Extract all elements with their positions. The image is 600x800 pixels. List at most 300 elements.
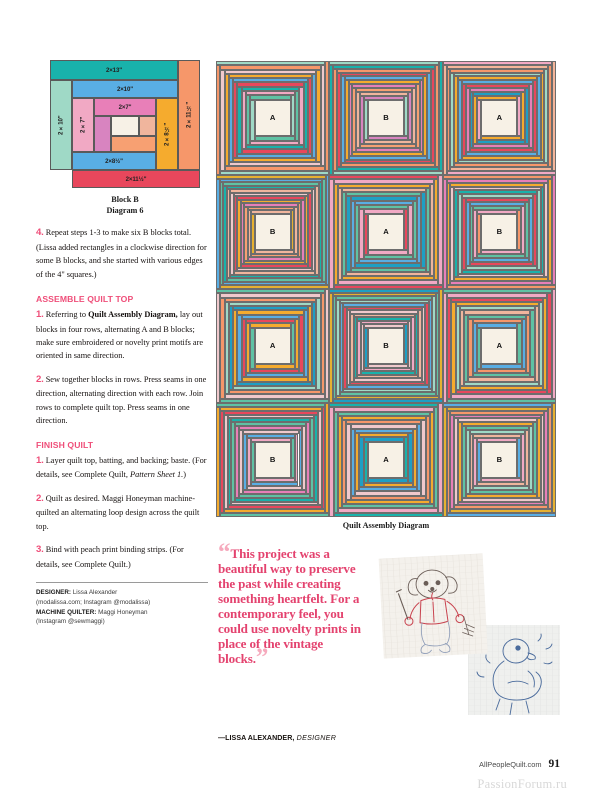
quilt-strip [548, 407, 552, 509]
quilt-strip [347, 385, 429, 389]
quilt-strip [473, 373, 531, 377]
quilt-strip [432, 296, 436, 392]
quilt-strip [458, 274, 544, 278]
quilt-strip [517, 210, 521, 251]
quilt-strip [533, 80, 537, 152]
quilt-strip [316, 70, 320, 163]
quilt-strip [231, 502, 317, 506]
quilt-strip [477, 254, 525, 258]
footer-site: AllPeopleQuilt.com [479, 760, 542, 769]
quilt-strip [537, 418, 541, 497]
quilt-strip [242, 377, 308, 381]
pull-quote-text: This project was a beautiful way to preserve the past while creating something heartfelt. For a contemporary feel, you could use novelty prints in place of the vintage blocks. [218, 546, 361, 666]
block-b-strip [111, 136, 156, 152]
assemble-step-1-pre: Referring to [45, 309, 89, 319]
quilt-strip [291, 323, 295, 364]
quilt-strip [431, 69, 435, 164]
quilt-strip [355, 263, 421, 267]
quilt-strip [235, 498, 314, 502]
quilt-strip [357, 375, 418, 379]
quilt-strip [229, 162, 321, 166]
quilt-block-center: B [481, 442, 517, 479]
quilt-strip [473, 486, 529, 490]
block-b-strip: 2×13" [50, 60, 178, 80]
quilt-strip [517, 323, 521, 364]
quilt-strip [481, 136, 521, 140]
quilt-strip [462, 270, 541, 274]
quilt-strip [299, 87, 303, 145]
quilt-strip [454, 277, 548, 281]
quilt-strip [224, 509, 326, 513]
block-b-strip: 2×8½" [156, 98, 178, 170]
quilt-strip [454, 163, 548, 167]
quilt-strip [435, 65, 439, 167]
quilt-strip [359, 487, 417, 491]
finish-quilt-heading: FINISH QUILT [36, 439, 94, 450]
page-footer [479, 758, 560, 770]
step-4-text: Repeat steps 1-3 to make six B blocks total. (Lissa added rectangles in a clockwise direction for some B blocks, and she started with various edges of the 4" squares.) [36, 228, 207, 279]
quilt-strip [298, 203, 302, 257]
quilt-assembly-diagram-ref: Quilt Assembly Diagram, [88, 309, 178, 319]
finish-step-1-paragraph [36, 453, 208, 482]
quilt-strip [430, 412, 434, 505]
quilt-strip [552, 403, 556, 513]
quilt-strip [368, 136, 408, 140]
quilt-strip [338, 508, 438, 512]
quilt-strip [470, 490, 533, 494]
quilt-strip [470, 262, 533, 266]
block-b-strip: 2×11½" [178, 60, 200, 170]
finish-step-3-text: Bind with peach print binding strips. (For details, see Complete Quilt.) [36, 545, 184, 569]
quilt-strip [248, 257, 302, 261]
quilt-strip [421, 192, 425, 267]
quilt-strip [517, 438, 521, 479]
quilt-strip [233, 158, 316, 162]
designer-contact: (modalissa.com; Instagram @modalissa) [36, 598, 151, 606]
quilt-strip [360, 144, 416, 148]
quilt-block [329, 175, 442, 289]
quilt-strip [481, 364, 522, 368]
finish-step-3-paragraph [36, 542, 208, 571]
quilt-strip [548, 65, 552, 167]
finish-step-2-number: 2. [36, 492, 44, 504]
quilt-block-center: A [481, 328, 517, 365]
quilt-strip [477, 482, 525, 486]
quilt-strip [525, 202, 529, 258]
block-b-strip: 2×10" [50, 80, 72, 170]
quilt-strip [364, 255, 413, 259]
quilt-block [329, 403, 442, 517]
credits-divider [36, 582, 208, 583]
quilt-strip [416, 84, 420, 148]
designer-name: Lissa Alexander [71, 589, 118, 596]
quilt-strip [244, 261, 305, 265]
quilt-strip [521, 206, 525, 254]
finish-step-3-number: 3. [36, 544, 44, 556]
quilt-strip [350, 382, 425, 386]
quilt-strip [423, 76, 427, 155]
quilt-strip [481, 250, 521, 254]
quilt-strip [425, 303, 429, 385]
assemble-step-1-paragraph [36, 307, 208, 363]
quilt-strip [413, 429, 417, 487]
quilt-strip [346, 500, 429, 504]
quilt-strip [295, 91, 299, 141]
quilt-strip [539, 302, 543, 386]
quilter-label: MACHINE QUILTER: [36, 608, 97, 616]
quilt-strip [250, 369, 299, 373]
quilt-strip [306, 422, 310, 494]
quilt-strip [417, 424, 421, 491]
quilt-strip [230, 275, 319, 279]
quilt-strip [529, 84, 533, 148]
quilt-strip [426, 188, 430, 272]
quilt-strip [458, 160, 544, 164]
quilt-strip [291, 95, 295, 136]
quilt-strip [450, 281, 552, 285]
quilt-strip [321, 293, 325, 394]
quilt-strip [308, 78, 312, 153]
quilt-strip [239, 494, 310, 498]
quilt-strip [533, 194, 537, 266]
quilt-block-center: B [255, 442, 291, 479]
block-b-diagram [50, 60, 200, 188]
quilt-strip [225, 166, 325, 170]
embroidered-blocks-photo [378, 543, 560, 715]
quilt-strip [544, 183, 548, 278]
assemble-step-2-paragraph [36, 372, 208, 428]
quilt-strip [305, 196, 309, 264]
quilt-strip [310, 418, 314, 497]
quilt-strip [247, 486, 303, 490]
quilt-block [443, 403, 556, 517]
quilt-strip [541, 187, 545, 274]
quilt-strip [537, 76, 541, 155]
quilt-strip [529, 198, 533, 262]
quilt-strip [251, 482, 299, 486]
quilt-strip [526, 315, 530, 373]
quilt-strip [237, 268, 312, 272]
assemble-step-2-number: 2. [36, 373, 44, 385]
quilt-strip [454, 505, 548, 509]
quilt-strip [308, 306, 312, 381]
quilt-strip [352, 152, 423, 156]
quilt-block-center: B [368, 100, 404, 137]
quilt-strip [312, 74, 316, 158]
quilt-strip [308, 193, 312, 268]
quilt-strip [343, 389, 432, 393]
quilt-strip [346, 272, 429, 276]
quilt-assembly-diagram-caption: Quilt Assembly Diagram [342, 521, 430, 530]
block-b-strip: 2×10" [72, 80, 178, 98]
quilt-strip [456, 390, 548, 394]
finish-step-1-pre: Layer quilt top, batting, and backing; baste. (For details, see Complete Quilt, [36, 455, 207, 480]
quilt-strip [368, 250, 409, 254]
block-b-caption [50, 194, 200, 216]
quilt-strip [316, 298, 320, 391]
quilt-strip [229, 390, 321, 394]
quilt-strip [417, 196, 421, 263]
quilt-strip [294, 207, 298, 254]
quilt-strip [225, 394, 325, 398]
quilt-strip [364, 368, 411, 372]
assemble-quilt-top-heading: ASSEMBLE QUILT TOP [36, 293, 134, 304]
quilt-block [216, 403, 329, 517]
quilt-strip [525, 88, 529, 144]
quilt-strip [295, 434, 299, 482]
quilt-strip [552, 61, 556, 171]
designer-line [36, 588, 208, 598]
photo-svg [378, 543, 560, 715]
quilter-name: Maggi Honeyman [96, 608, 148, 616]
quilt-strip [255, 250, 295, 254]
quilt-strip [361, 371, 415, 375]
finish-step-2-text: Quilt as desired. Maggi Honeyman machine-quilted an alternating loop design across the quilt top. [36, 493, 200, 531]
quilt-strip [318, 411, 322, 506]
quilt-strip [312, 302, 316, 386]
quilt-assembly-diagram [216, 61, 556, 517]
quilt-strip [408, 321, 412, 368]
quilt-strip [246, 145, 304, 149]
quilt-strip [537, 190, 541, 269]
quilt-strip [321, 65, 325, 166]
quilt-strip [418, 310, 422, 378]
quilt-strip [319, 182, 323, 278]
assemble-step-1-post: lay out blocks in four rows, alternating A and B blocks; make sure embroidered or novelty print motifs are oriented in same direction. [36, 309, 204, 361]
quilt-strip [450, 509, 552, 513]
quilt-strip [243, 490, 306, 494]
quote-close-mark: ” [255, 643, 268, 671]
quilt-strip [251, 254, 298, 258]
quilt-strip [521, 434, 525, 482]
quilt-strip [404, 96, 408, 137]
block-b-strip: 2×7" [72, 98, 94, 152]
quilt-strip [468, 377, 534, 381]
quilt-strip [547, 293, 551, 394]
quilt-strip [255, 478, 295, 482]
quilt-strip [451, 394, 551, 398]
quilt-strip [530, 310, 534, 377]
step-4-paragraph [36, 225, 208, 281]
quilt-strip [304, 82, 308, 149]
quilt-strip [364, 140, 412, 144]
quilt-strip [223, 282, 326, 286]
quilt-strip [543, 298, 547, 391]
quilt-strip [250, 141, 299, 145]
quilt-strip [481, 478, 521, 482]
quilt-strip [355, 491, 421, 495]
quilt-strip [477, 140, 525, 144]
block-b-strip [139, 116, 156, 136]
quilt-strip [255, 364, 296, 368]
quilt-strip [364, 483, 413, 487]
attribution-role: DESIGNER [294, 734, 337, 742]
watermark: PassionForum.ru [477, 777, 567, 791]
quilt-strip [234, 271, 316, 275]
quilt-block-center: A [368, 442, 404, 479]
quilt-strip [447, 513, 556, 517]
quilt-block-center: B [255, 214, 291, 251]
attribution-name: —LISSA ALEXANDER, [218, 734, 295, 742]
quilt-strip [544, 69, 548, 164]
quilt-strip [301, 200, 305, 261]
assemble-step-1-number: 1. [36, 308, 44, 320]
finish-step-1-post: ) [183, 470, 187, 480]
quilt-strip [548, 179, 552, 281]
pull-quote-attribution [218, 734, 408, 742]
quilt-block [443, 175, 556, 289]
quote-open-mark: “ [218, 539, 230, 566]
block-b-strip: 2×8½" [72, 152, 156, 170]
quilt-strip [246, 373, 304, 377]
quilt-strip [315, 186, 319, 275]
quilt-strip [359, 259, 417, 263]
quilt-block-center: A [368, 214, 404, 251]
quilt-strip [404, 324, 408, 364]
quilt-strip [233, 386, 316, 390]
quilt-strip [291, 438, 295, 479]
quilt-strip [304, 310, 308, 377]
quilt-block-center: A [481, 100, 517, 137]
quilt-strip [255, 136, 296, 140]
quilt-strip [356, 148, 419, 152]
quilt-strip [404, 209, 408, 250]
quilt-strip [413, 201, 417, 259]
quilt-strip [242, 149, 308, 153]
left-text-column [36, 60, 208, 627]
quilt-strip [415, 314, 419, 375]
quilt-strip [473, 258, 529, 262]
quilt-strip [460, 386, 543, 390]
quilt-block [443, 289, 556, 403]
quilt-strip [334, 513, 443, 517]
quilt-strip [299, 315, 303, 373]
assemble-step-2-text: Sew together blocks in rows. Press seams in one direction, alternating direction with each row. Join rows to complete quilt top. Press seams in one direction. [36, 374, 207, 426]
quilt-strip [470, 148, 533, 152]
quilt-strip [430, 184, 434, 277]
quilt-strip [544, 411, 548, 506]
quilt-strip [436, 293, 440, 396]
quilt-strip [412, 88, 416, 144]
quilt-strip [541, 73, 545, 160]
quilt-strip [462, 156, 541, 160]
quilt-strip [340, 392, 436, 396]
quilt-strip [220, 513, 329, 517]
quilt-block-center: A [255, 328, 291, 365]
quilter-line [36, 608, 208, 618]
quilt-strip [295, 319, 299, 369]
quilt-strip [351, 268, 426, 272]
quilt-strip [541, 415, 545, 502]
quilt-strip [408, 92, 412, 140]
quilt-strip [408, 205, 412, 255]
quilt-strip [349, 156, 428, 160]
quilt-strip [473, 144, 529, 148]
quilt-strip [408, 433, 412, 483]
quilt-strip [299, 430, 303, 486]
quilt-block-center: B [481, 214, 517, 251]
quilt-strip [237, 154, 312, 158]
block-b-strip [94, 116, 111, 152]
quilt-strip [533, 422, 537, 494]
pattern-sheet-ref: Pattern Sheet 1. [130, 470, 184, 480]
block-b-strip: 2×7" [94, 98, 156, 116]
quilt-strip [241, 264, 309, 268]
dog-block [379, 553, 488, 658]
quilt-strip [535, 306, 539, 381]
quilt-strip [368, 478, 409, 482]
quilt-strip [466, 152, 537, 156]
finish-step-2-paragraph [36, 491, 208, 533]
quilt-strip [521, 92, 525, 140]
block-b-diagram-wrapper [50, 60, 200, 216]
quilt-strip [464, 382, 539, 386]
quilt-strip [517, 96, 521, 137]
quilt-block-center: B [368, 328, 404, 365]
quilt-strip [525, 430, 529, 486]
quilt-strip [522, 319, 526, 369]
quilt-strip [529, 426, 533, 490]
quilt-block [329, 61, 442, 175]
quilt-strip [466, 494, 537, 498]
quilt-block [216, 61, 329, 175]
quilt-strip [354, 378, 422, 382]
quilt-strip [426, 416, 430, 500]
quilt-strip [337, 167, 439, 171]
pull-quote [218, 539, 370, 671]
quilt-strip [341, 163, 435, 167]
quilt-strip [429, 300, 433, 389]
quilt-strip [351, 496, 426, 500]
quilt-strip [552, 289, 556, 399]
quilt-block [216, 175, 329, 289]
designer-label: DESIGNER: [36, 589, 71, 596]
quilt-strip [434, 179, 438, 280]
quilt-strip [462, 498, 541, 502]
finish-step-1-number: 1. [36, 454, 44, 466]
quilt-block [216, 289, 329, 403]
quilt-block [329, 289, 442, 403]
block-b-strip [111, 116, 139, 136]
quilter-contact: (Instagram @sewmaggi) [36, 618, 105, 626]
quilt-strip [302, 426, 306, 490]
credits-block [36, 588, 208, 627]
quilt-strip [458, 502, 544, 506]
step-4-number: 4. [36, 227, 44, 239]
quilt-strip [422, 307, 426, 382]
quilt-strip [338, 280, 438, 284]
quilt-strip [427, 73, 431, 160]
quilt-strip [314, 415, 318, 502]
quilt-strip [421, 420, 425, 495]
quilt-strip [411, 317, 415, 371]
quilt-strip [228, 505, 322, 509]
quilt-strip [477, 369, 526, 373]
block-b-strip: 2×11½" [72, 170, 200, 188]
block-b-caption-line2: Diagram 6 [106, 206, 144, 216]
quilt-strip [322, 179, 326, 282]
block-b-caption-line1: Block B [111, 195, 139, 204]
quilt-block [443, 61, 556, 175]
quilt-strip [336, 396, 439, 400]
pull-quote-text-wrapper [218, 539, 370, 671]
quilt-strip [322, 407, 326, 509]
quilt-strip [420, 80, 424, 152]
quilt-strip [312, 189, 316, 271]
quilt-strip [466, 266, 537, 270]
quilt-strip [291, 210, 295, 250]
quilt-strip [552, 175, 556, 285]
